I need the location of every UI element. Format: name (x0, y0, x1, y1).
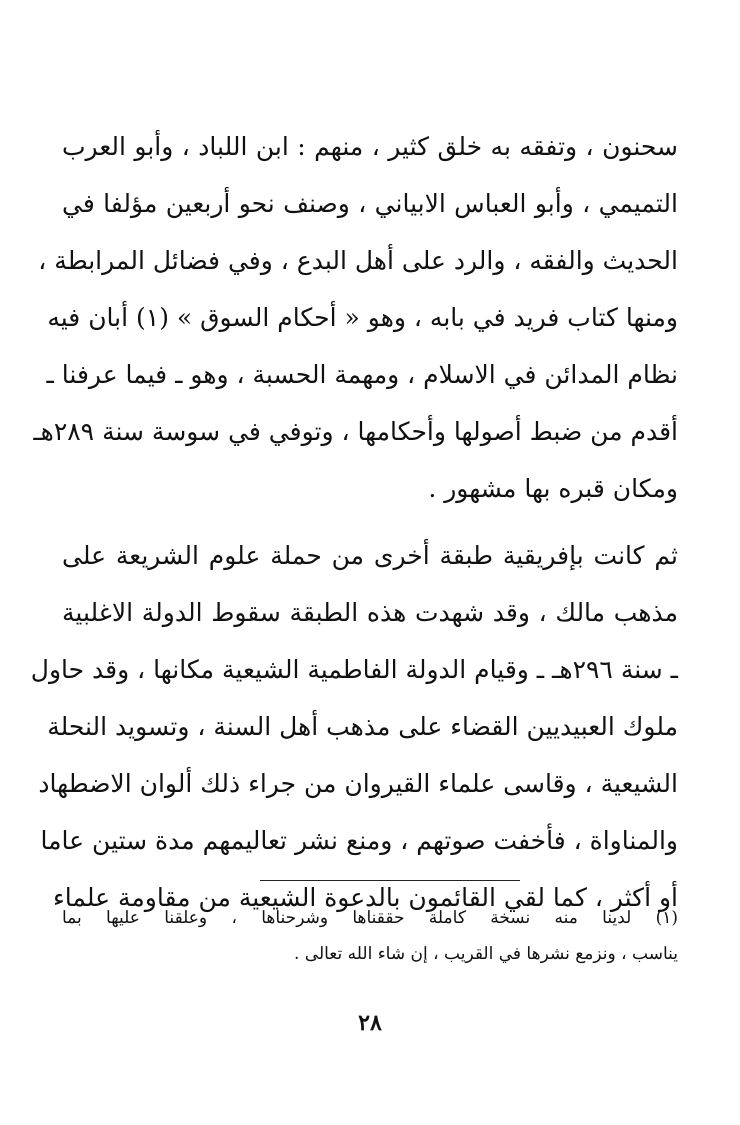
footnote-line: يناسب ، ونزمع نشرها في القريب ، إن شاء الله تعالى . (293, 944, 678, 964)
text-line: الحديث والفقه ، والرد على أهل البدع ، وفي فضائل المرابطة ، (38, 246, 678, 275)
main-text (30, 118, 678, 926)
text-line: والمناواة ، فأخفت صوتهم ، ومنع نشر تعاليمهم مدة ستين عاما (40, 826, 678, 855)
page-number: ٢٨ (358, 1010, 382, 1036)
paragraph-gap (62, 517, 678, 527)
text-line: ـ سنة ٢٩٦هـ ـ وقيام الدولة الفاطمية الشيعية مكانها ، وقد حاول (30, 655, 678, 684)
text-line: ثم كانت بإفريقية طبقة أخرى من حملة علوم الشريعة على (62, 541, 678, 570)
text-line: ومكان قبره بها مشهور . (428, 474, 678, 503)
footnotes (62, 900, 678, 972)
text-line: أقدم من ضبط أصولها وأحكامها ، وتوفي في سوسة سنة ٢٨٩هـ (33, 417, 678, 446)
footnote-line: (١) لدينا منه نسخة كاملة حققناها وشرحناها ، وعلقنا عليها بما (62, 908, 678, 928)
paragraph-2 (30, 527, 678, 926)
text-line: أو أكثر ، كما لقي القائمون بالدعوة الشيعية من مقاومة علماء (53, 883, 678, 912)
text-line: الشيعية ، وقاسى علماء القيروان من جراء ذلك ألوان الاضطهاد (38, 769, 678, 798)
text-line: سحنون ، وتفقه به خلق كثير ، منهم : ابن اللباد ، وأبو العرب (62, 132, 678, 161)
text-line: التميمي ، وأبو العباس الابياني ، وصنف نحو أربعين مؤلفا في (62, 189, 678, 218)
text-line: ومنها كتاب فريد في بابه ، وهو « أحكام السوق » (١) أبان فيه (47, 303, 678, 332)
footnote-divider (260, 880, 520, 881)
text-line: ملوك العبيديين القضاء على مذهب أهل السنة ، وتسويد النحلة (47, 712, 678, 741)
text-line: مذهب مالك ، وقد شهدت هذه الطبقة سقوط الدولة الاغلبية (62, 598, 678, 627)
paragraph-1 (33, 118, 678, 517)
text-line: نظام المدائن في الاسلام ، ومهمة الحسبة ، وهو ـ فيما عرفنا ـ (46, 360, 678, 389)
